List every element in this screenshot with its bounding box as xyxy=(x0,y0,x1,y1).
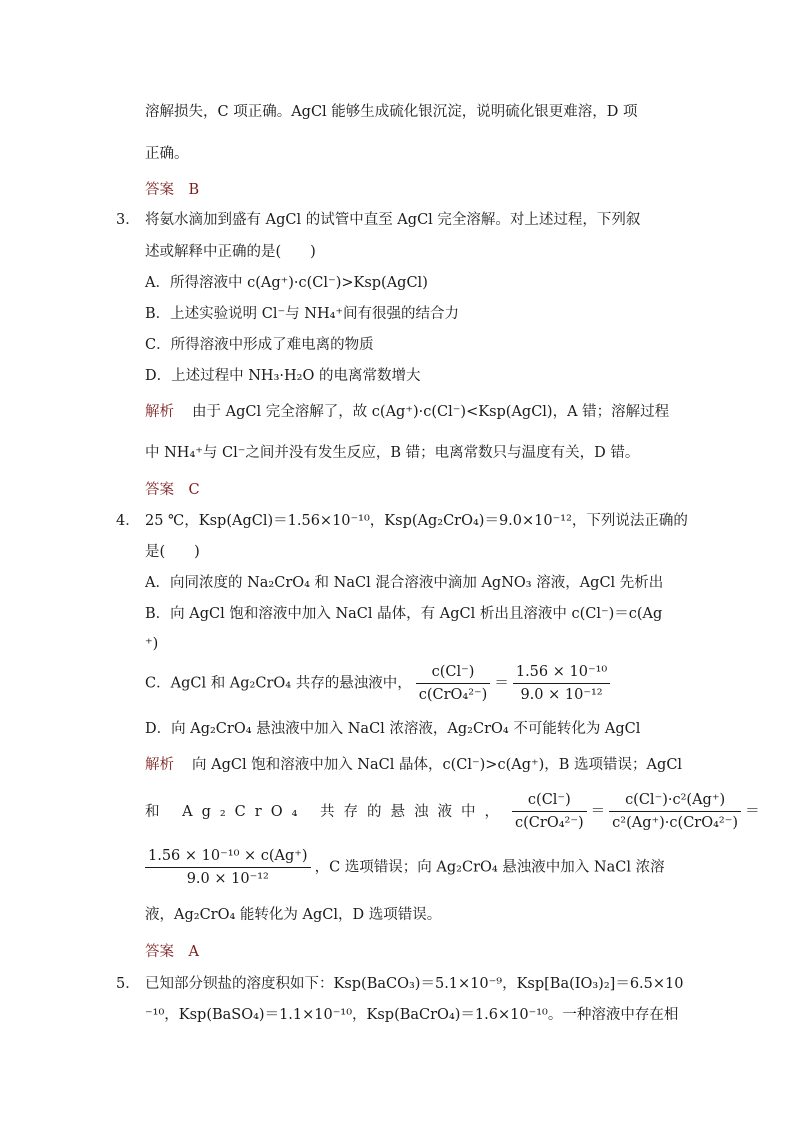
text-line: 溶解损失，C 项正确。AgCl 能够生成硫化银沉淀，说明硫化银更难溶，D 项 xyxy=(145,104,638,120)
explanation-label: 解析 xyxy=(145,404,174,420)
denominator: c(CrO₄²⁻) xyxy=(515,815,584,831)
question-number: 3． xyxy=(116,212,140,228)
denominator: c²(Ag⁺)·c(CrO₄²⁻) xyxy=(612,815,739,831)
option-c-text: C．AgCl 和 Ag₂CrO₄ 共存的悬浊液中， xyxy=(145,675,412,692)
explanation-line: 液，Ag₂CrO₄ 能转化为 AgCl，D 选项错误。 xyxy=(145,907,442,923)
question-text: 25 ℃，Ksp(AgCl)＝1.56×10⁻¹⁰，Ksp(Ag₂CrO₄)＝9.0×10⁻¹²，下列说法正确的 xyxy=(145,513,688,529)
question-number: 5． xyxy=(116,976,140,992)
fraction xyxy=(416,663,491,704)
fraction xyxy=(609,791,741,832)
option-c: C．所得溶液中形成了难电离的物质 xyxy=(145,337,374,353)
explanation-line xyxy=(145,847,665,888)
explanation-text: ，C 选项错误；向 Ag₂CrO₄ 悬浊液中加入 NaCl 浓溶 xyxy=(314,859,665,876)
question-text: 将氨水滴加到盛有 AgCl 的试管中直至 AgCl 完全溶解。对上述过程，下列叙 xyxy=(145,212,641,228)
option-b: B．上述实验说明 Cl⁻与 NH₄⁺间有很强的结合力 xyxy=(145,306,460,322)
answer-line: 答案 C xyxy=(145,482,200,498)
question-text: 述或解释中正确的是( ) xyxy=(145,244,316,260)
answer-line: 答案 B xyxy=(145,182,200,198)
equals-sign: ＝ xyxy=(590,803,606,820)
question-5-stem xyxy=(116,974,683,994)
answer-line: 答案 A xyxy=(145,944,199,960)
text-line: 正确。 xyxy=(145,146,189,162)
fraction xyxy=(145,847,311,888)
question-number: 4． xyxy=(116,513,140,529)
question-text: 是( ) xyxy=(145,544,200,560)
explanation-text: 由于 AgCl 完全溶解了，故 c(Ag⁺)·c(Cl⁻)<Ksp(AgCl)，A 错；溶解过程 xyxy=(192,404,670,420)
question-3-stem xyxy=(116,210,640,230)
option-d: D．向 Ag₂CrO₄ 悬浊液中加入 NaCl 浓溶液，Ag₂CrO₄ 不可能转化为 AgCl xyxy=(145,721,641,737)
equals-sign: ＝ xyxy=(745,803,760,820)
option-b-cont: ⁺) xyxy=(145,636,159,652)
question-text: ⁻¹⁰，Ksp(BaSO₄)＝1.1×10⁻¹⁰，Ksp(BaCrO₄)＝1.6×10⁻¹⁰。一种溶液中存在相 xyxy=(145,1007,679,1023)
fraction xyxy=(513,663,610,704)
denominator: 9.0 × 10⁻¹² xyxy=(520,687,603,703)
explanation-line xyxy=(145,402,669,422)
option-a: A．所得溶液中 c(Ag⁺)·c(Cl⁻)>Ksp(AgCl) xyxy=(145,275,428,291)
option-b: B．向 AgCl 饱和溶液中加入 NaCl 晶体，有 AgCl 析出且溶液中 c(Cl⁻)＝c(Ag xyxy=(145,606,663,622)
explanation-label: 解析 xyxy=(145,757,174,773)
question-text: 已知部分钡盐的溶度积如下：Ksp(BaCO₃)＝5.1×10⁻⁹，Ksp[Ba(IO₃)₂]＝6.5×10 xyxy=(145,976,684,992)
denominator: c(CrO₄²⁻) xyxy=(418,687,488,703)
numerator: 1.56 × 10⁻¹⁰ × c(Ag⁺) xyxy=(145,847,311,868)
numerator: c(Cl⁻) xyxy=(512,791,587,812)
explanation-text: 和 Ag₂CrO₄ 共存的悬浊液中， xyxy=(145,803,509,820)
question-4-stem xyxy=(116,511,688,531)
fraction xyxy=(512,791,587,832)
equals-sign: ＝ xyxy=(494,675,509,692)
option-a: A．向同浓度的 Na₂CrO₄ 和 NaCl 混合溶液中滴加 AgNO₃ 溶液，AgCl 先析出 xyxy=(145,575,664,591)
explanation-line xyxy=(145,755,682,775)
explanation-line xyxy=(145,791,760,832)
numerator: 1.56 × 10⁻¹⁰ xyxy=(513,663,610,684)
numerator: c(Cl⁻)·c²(Ag⁺) xyxy=(609,791,741,812)
explanation-line: 中 NH₄⁺与 Cl⁻之间并没有发生反应，B 错；电离常数只与温度有关，D 错。 xyxy=(145,445,640,461)
denominator: 9.0 × 10⁻¹² xyxy=(186,871,269,887)
explanation-text: 向 AgCl 饱和溶液中加入 NaCl 晶体，c(Cl⁻)>c(Ag⁺)，B 选项错误；AgCl xyxy=(192,757,683,773)
option-c xyxy=(145,663,614,704)
option-d: D．上述过程中 NH₃·H₂O 的电离常数增大 xyxy=(145,368,421,384)
numerator: c(Cl⁻) xyxy=(416,663,491,684)
